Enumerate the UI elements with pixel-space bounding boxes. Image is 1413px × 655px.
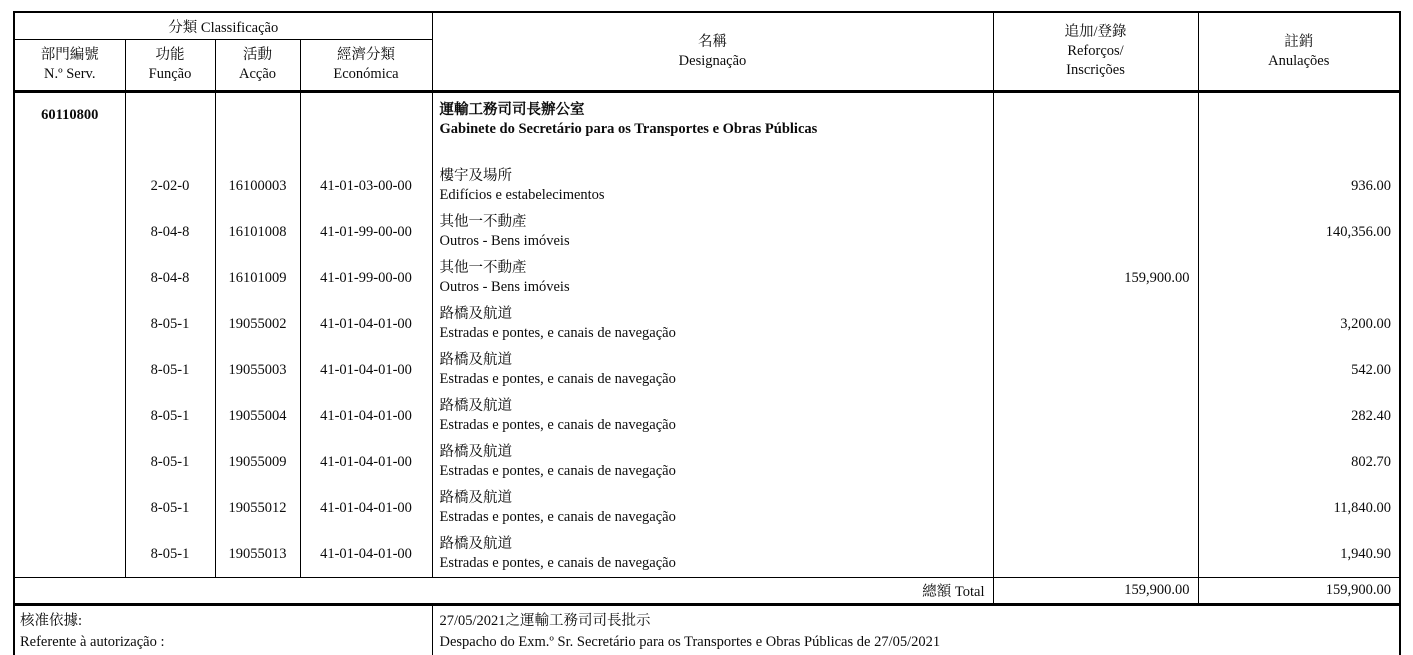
col-header-anulacoes bbox=[1198, 12, 1400, 92]
cell-designacao bbox=[432, 92, 993, 164]
cell-funcao: 8-05-1 bbox=[125, 439, 215, 485]
cell-dept-number bbox=[14, 209, 125, 255]
col-header-funcao-pt: Função bbox=[148, 66, 192, 82]
table-row bbox=[14, 301, 1400, 347]
col-header-designacao bbox=[432, 12, 993, 92]
cell-anulacoes bbox=[1198, 92, 1400, 164]
cell-designacao bbox=[432, 485, 993, 531]
cell-anulacoes: 936.00 bbox=[1351, 177, 1391, 194]
cell-designacao bbox=[432, 439, 993, 485]
cell-dept-number: 60110800 bbox=[14, 92, 125, 164]
table-row bbox=[14, 255, 1400, 301]
cell-economica bbox=[300, 92, 432, 164]
designacao-zh: 樓宇及場所 bbox=[439, 168, 512, 184]
col-header-reforcos-zh: 追加/登錄 bbox=[1064, 24, 1127, 40]
col-header-accao-zh: 活動 bbox=[243, 47, 272, 63]
col-header-economica-zh: 經濟分類 bbox=[337, 47, 395, 63]
cell-accao: 19055009 bbox=[215, 439, 300, 485]
cell-accao: 19055003 bbox=[215, 347, 300, 393]
designacao-zh: 路橋及航道 bbox=[439, 536, 512, 552]
cell-dept-number bbox=[14, 301, 125, 347]
table-row bbox=[14, 485, 1400, 531]
cell-reforcos bbox=[993, 485, 1198, 531]
cell-economica: 41-01-03-00-00 bbox=[300, 163, 432, 209]
cell-economica: 41-01-04-01-00 bbox=[300, 531, 432, 578]
col-header-reforcos bbox=[993, 12, 1198, 92]
cell-accao: 19055002 bbox=[215, 301, 300, 347]
cell-economica: 41-01-04-01-00 bbox=[300, 439, 432, 485]
cell-funcao: 8-05-1 bbox=[125, 531, 215, 578]
table-row bbox=[14, 439, 1400, 485]
designacao-pt: Outros - Bens imóveis bbox=[439, 279, 570, 295]
total-reforcos: 159,900.00 bbox=[993, 578, 1198, 605]
cell-reforcos bbox=[993, 301, 1198, 347]
cell-anulacoes: 542.00 bbox=[1351, 361, 1391, 378]
authorization-value-zh: 27/05/2021之運輸工務司司長批示 bbox=[439, 613, 651, 629]
designacao-pt: Estradas e pontes, e canais de navegação bbox=[439, 509, 676, 525]
cell-economica: 41-01-04-01-00 bbox=[300, 347, 432, 393]
cell-funcao: 8-05-1 bbox=[125, 301, 215, 347]
col-group-classification: 分類 Classificação bbox=[14, 12, 432, 40]
total-label: 總額 Total bbox=[14, 578, 993, 605]
table-row bbox=[14, 347, 1400, 393]
cell-anulacoes bbox=[1198, 255, 1400, 301]
designacao-zh: 運輸工務司司長辦公室 bbox=[439, 102, 585, 118]
designacao-zh: 路橋及航道 bbox=[439, 490, 512, 506]
cell-dept-number bbox=[14, 163, 125, 209]
cell-economica: 41-01-04-01-00 bbox=[300, 393, 432, 439]
designacao-zh: 路橋及航道 bbox=[439, 306, 512, 322]
total-anulacoes: 159,900.00 bbox=[1198, 578, 1400, 605]
cell-anulacoes: 1,940.90 bbox=[1340, 545, 1391, 562]
cell-accao: 19055013 bbox=[215, 531, 300, 578]
col-header-funcao bbox=[125, 40, 215, 92]
designacao-pt: Estradas e pontes, e canais de navegação bbox=[439, 371, 676, 387]
cell-accao: 19055004 bbox=[215, 393, 300, 439]
designacao-pt: Estradas e pontes, e canais de navegação bbox=[439, 325, 676, 341]
cell-designacao bbox=[432, 393, 993, 439]
col-header-anulacoes-zh: 註銷 bbox=[1284, 33, 1314, 50]
cell-designacao bbox=[432, 347, 993, 393]
designacao-pt: Outros - Bens imóveis bbox=[439, 233, 570, 249]
col-header-designacao-zh: 名稱 bbox=[698, 33, 727, 50]
budget-table bbox=[13, 11, 1401, 655]
col-header-funcao-zh: 功能 bbox=[155, 47, 185, 63]
cell-funcao bbox=[125, 92, 215, 164]
designacao-pt: Estradas e pontes, e canais de navegação bbox=[439, 463, 676, 479]
designacao-pt: Edifícios e estabelecimentos bbox=[439, 187, 605, 203]
col-header-accao bbox=[215, 40, 300, 92]
header-row-group bbox=[14, 12, 1400, 40]
cell-reforcos bbox=[993, 531, 1198, 578]
table-row bbox=[14, 393, 1400, 439]
cell-designacao bbox=[432, 163, 993, 209]
cell-funcao: 2-02-0 bbox=[125, 163, 215, 209]
table-body bbox=[14, 92, 1400, 578]
table-row bbox=[14, 92, 1400, 164]
cell-economica: 41-01-99-00-00 bbox=[300, 209, 432, 255]
cell-funcao: 8-04-8 bbox=[125, 255, 215, 301]
cell-anulacoes: 3,200.00 bbox=[1340, 315, 1391, 332]
col-header-dept-pt: N.º Serv. bbox=[44, 66, 96, 82]
cell-funcao: 8-05-1 bbox=[125, 485, 215, 531]
cell-economica: 41-01-04-01-00 bbox=[300, 301, 432, 347]
authorization-value-pt: Despacho do Exm.º Sr. Secretário para os Transportes e Obras Públicas de 27/05/2021 bbox=[439, 634, 941, 650]
col-header-dept-zh: 部門編號 bbox=[40, 47, 99, 63]
cell-anulacoes: 11,840.00 bbox=[1333, 499, 1391, 516]
cell-designacao bbox=[432, 531, 993, 578]
cell-designacao bbox=[432, 301, 993, 347]
authorization-value bbox=[432, 605, 1400, 655]
designacao-pt: Estradas e pontes, e canais de navegação bbox=[439, 417, 676, 433]
cell-dept-number bbox=[14, 393, 125, 439]
total-row bbox=[14, 578, 1400, 605]
designacao-zh: 路橋及航道 bbox=[439, 352, 512, 368]
cell-designacao bbox=[432, 209, 993, 255]
designacao-zh: 其他一不動產 bbox=[439, 214, 527, 230]
cell-accao: 19055012 bbox=[215, 485, 300, 531]
cell-reforcos bbox=[993, 393, 1198, 439]
cell-accao: 16101009 bbox=[215, 255, 300, 301]
cell-reforcos bbox=[993, 347, 1198, 393]
cell-funcao: 8-05-1 bbox=[125, 393, 215, 439]
col-header-anulacoes-pt: Anulações bbox=[1268, 52, 1330, 69]
cell-reforcos bbox=[993, 439, 1198, 485]
cell-dept-number bbox=[14, 347, 125, 393]
authorization-row bbox=[14, 605, 1400, 655]
col-header-economica-pt: Económica bbox=[333, 66, 399, 82]
cell-accao: 16100003 bbox=[215, 163, 300, 209]
col-header-accao-pt: Acção bbox=[238, 66, 277, 82]
cell-economica: 41-01-04-01-00 bbox=[300, 485, 432, 531]
col-header-dept bbox=[14, 40, 125, 92]
table-row bbox=[14, 163, 1400, 209]
authorization-label-pt: Referente à autorização : bbox=[20, 634, 165, 650]
cell-dept-number bbox=[14, 255, 125, 301]
cell-anulacoes: 282.40 bbox=[1351, 407, 1391, 424]
col-header-reforcos-pt1: Reforços/ bbox=[1067, 43, 1124, 59]
designacao-pt: Estradas e pontes, e canais de navegação bbox=[439, 555, 676, 571]
designacao-zh: 路橋及航道 bbox=[439, 398, 512, 414]
designacao-zh: 其他一不動產 bbox=[439, 260, 527, 276]
table-row bbox=[14, 209, 1400, 255]
table-row bbox=[14, 531, 1400, 578]
cell-economica: 41-01-99-00-00 bbox=[300, 255, 432, 301]
cell-reforcos bbox=[993, 163, 1198, 209]
col-header-economica bbox=[300, 40, 432, 92]
cell-reforcos: 159,900.00 bbox=[993, 255, 1198, 301]
cell-designacao bbox=[432, 255, 993, 301]
cell-funcao: 8-05-1 bbox=[125, 347, 215, 393]
designacao-zh: 路橋及航道 bbox=[439, 444, 512, 460]
cell-accao bbox=[215, 92, 300, 164]
cell-anulacoes: 140,356.00 bbox=[1325, 223, 1391, 240]
cell-reforcos bbox=[993, 209, 1198, 255]
table-header bbox=[14, 12, 1400, 92]
designacao-pt: Gabinete do Secretário para os Transportes e Obras Públicas bbox=[439, 121, 818, 137]
cell-dept-number bbox=[14, 531, 125, 578]
cell-reforcos bbox=[993, 92, 1198, 164]
cell-accao: 16101008 bbox=[215, 209, 300, 255]
cell-dept-number bbox=[14, 485, 125, 531]
cell-dept-number bbox=[14, 439, 125, 485]
authorization-label bbox=[14, 605, 432, 655]
col-header-designacao-pt: Designação bbox=[678, 52, 747, 69]
cell-anulacoes: 802.70 bbox=[1351, 453, 1391, 470]
cell-funcao: 8-04-8 bbox=[125, 209, 215, 255]
table-summary bbox=[14, 578, 1400, 655]
authorization-label-zh: 核准依據: bbox=[20, 613, 83, 629]
col-header-reforcos-pt2: Inscrições bbox=[1066, 62, 1125, 78]
